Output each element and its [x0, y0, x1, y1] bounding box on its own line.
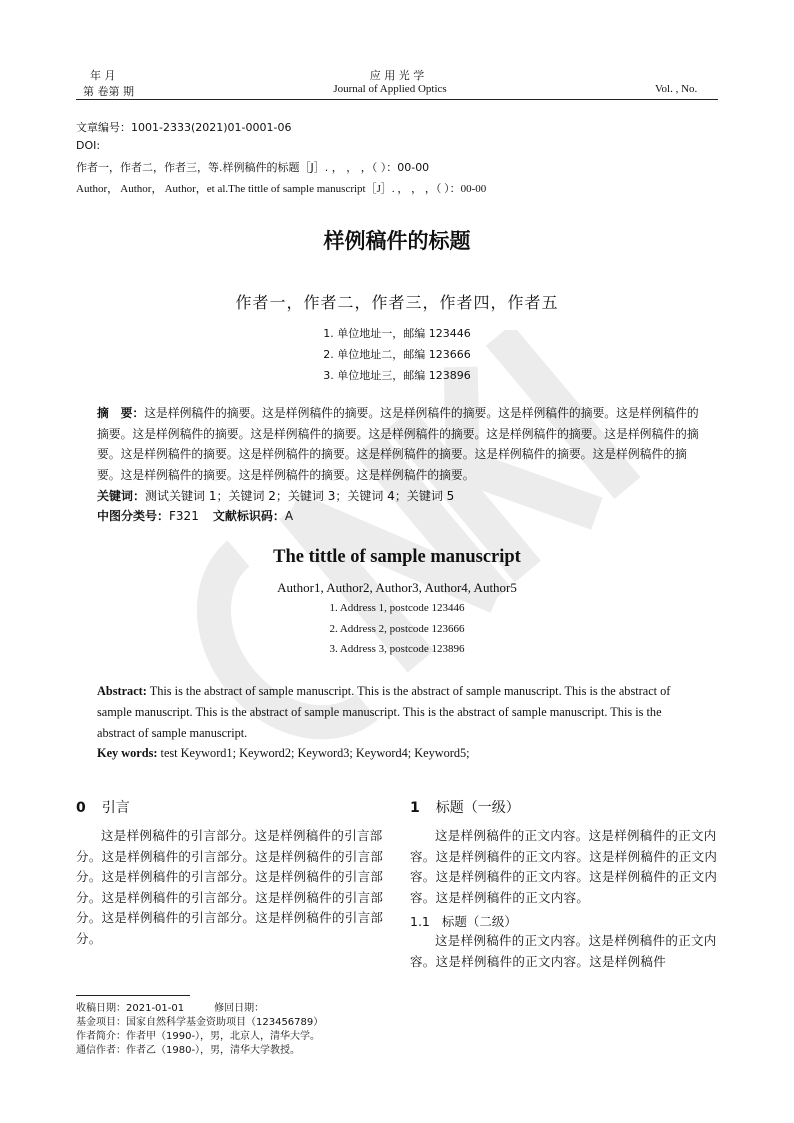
abstract-cn-text: 这是样例稿件的摘要。这是样例稿件的摘要。这是样例稿件的摘要。这是样例稿件的摘要。这是样例稿件的摘要。这是样例稿件的摘要。这是样例稿件的摘要。这是样例稿件的摘要。这是样例稿件的摘要。这是样例稿件的摘要。这是样例稿件的摘要。这是样例稿件的摘要。这是样例稿件的摘要。这是样例稿件的摘要。这是样例稿件的摘要。这是样例稿件的摘要。这是样例稿件的摘要。这是样例稿件的摘要。 — [97, 406, 699, 482]
abstract-en — [97, 681, 701, 744]
citation-cn: 作者一，作者二，作者三，等.样例稿件的标题［J］. ， ， ，（ ）：00-00 — [76, 161, 430, 174]
title-en: The tittle of sample manuscript — [273, 547, 521, 567]
section-1-text: 这是样例稿件的正文内容。这是样例稿件的正文内容。这是样例稿件的正文内容。这是样例稿件的正文内容。这是样例稿件的正文内容。这是样例稿件的正文内容。这是样例稿件的正文内容。 — [410, 828, 718, 905]
authors-cn: 作者一，作者二，作者三，作者四，作者五 — [235, 293, 559, 312]
classification — [97, 507, 293, 524]
section-0-number: 0 — [76, 800, 86, 816]
keywords-en-label: Key words: — [97, 746, 158, 760]
subsection-1-1-title: 标题（二级） — [441, 914, 517, 929]
header-vol-no: Vol. , No. — [655, 83, 698, 95]
title-cn: 样例稿件的标题 — [323, 229, 471, 253]
abstract-en-text: This is the abstract of sample manuscript. This is the abstract of sample manuscript. This is the abstract of sample manuscript. This is the abstract of sample manuscript. This is the abstract of sample manuscript. This is the abstract of sample manuscript. — [97, 684, 671, 740]
affiliation-cn-3: 3. 单位地址三，邮编 123896 — [323, 369, 471, 382]
footnote-funding: 基金项目：国家自然科学基金资助项目（123456789） — [76, 1017, 324, 1028]
section-1-number: 1 — [410, 800, 420, 816]
clc-value: F321 — [169, 509, 199, 523]
header-rule — [76, 99, 718, 100]
footnote-received: 收稿日期：2021-01-01 修回日期： — [76, 1003, 265, 1014]
section-0-text: 这是样例稿件的引言部分。这是样例稿件的引言部分。这是样例稿件的引言部分。这是样例稿件的引言部分。这是样例稿件的引言部分。这是样例稿件的引言部分。这是样例稿件的引言部分。这是样例稿件的引言部分。这是样例稿件的引言部分。这是样例稿件的引言部分。 — [76, 828, 384, 946]
footnote-corresponding: 通信作者：作者乙（1980-），男，清华大学教授。 — [76, 1045, 301, 1056]
clc-label: 中图分类号： — [97, 509, 170, 523]
keywords-cn — [97, 487, 454, 504]
affiliation-en-1: 1. Address 1, postcode 123446 — [329, 602, 465, 614]
section-0-heading — [76, 797, 130, 817]
doi: DOI: — [76, 139, 101, 152]
section-1-title: 标题（一级） — [435, 800, 520, 816]
keywords-cn-label: 关键词： — [97, 489, 146, 503]
header-vol-issue: 第 卷第 期 — [83, 85, 134, 98]
citation-en: Author， Author， Author，et al.The tittle of sample manuscript［J］. ， ， ，（ ）：00-00 — [76, 183, 487, 195]
authors-en: Author1, Author2, Author3, Author4, Author5 — [277, 580, 517, 595]
subsection-1-1-heading — [410, 912, 517, 930]
keywords-en-text: test Keyword1; Keyword2; Keyword3; Keyword4; Keyword5; — [157, 746, 470, 760]
header-year-month: 年 月 — [90, 69, 116, 82]
keywords-en — [97, 746, 470, 761]
abstract-en-label: Abstract: — [97, 684, 147, 698]
abstract-cn-label: 摘 要： — [97, 406, 145, 420]
section-1-heading — [410, 797, 520, 817]
footnote-author-bio: 作者简介：作者甲（1990-），男，北京人，清华大学。 — [76, 1031, 321, 1042]
affiliation-en-3: 3. Address 3, postcode 123896 — [329, 643, 465, 655]
article-number: 文章编号：1001-2333(2021)01-0001-06 — [76, 121, 292, 134]
doc-code-label: 文献标识码： — [212, 509, 285, 523]
abstract-cn — [97, 403, 701, 485]
header-journal-cn: 应 用 光 学 — [369, 69, 425, 82]
keywords-cn-text: 测试关键词 1；关键词 2；关键词 3；关键词 4；关键词 5 — [145, 489, 455, 503]
affiliation-cn-1: 1. 单位地址一，邮编 123446 — [323, 327, 471, 340]
subsection-1-1-number: 1.1 — [410, 914, 430, 929]
affiliation-cn-2: 2. 单位地址二，邮编 123666 — [323, 348, 471, 361]
header-journal-en: Journal of Applied Optics — [333, 83, 447, 95]
subsection-1-1-text: 这是样例稿件的正文内容。这是样例稿件的正文内容。这是样例稿件的正文内容。这是样例稿件 — [410, 933, 717, 969]
section-0-title: 引言 — [101, 800, 130, 816]
footnote-rule — [76, 995, 190, 996]
doc-code-value: A — [284, 509, 294, 523]
affiliation-en-2: 2. Address 2, postcode 123666 — [329, 623, 465, 635]
